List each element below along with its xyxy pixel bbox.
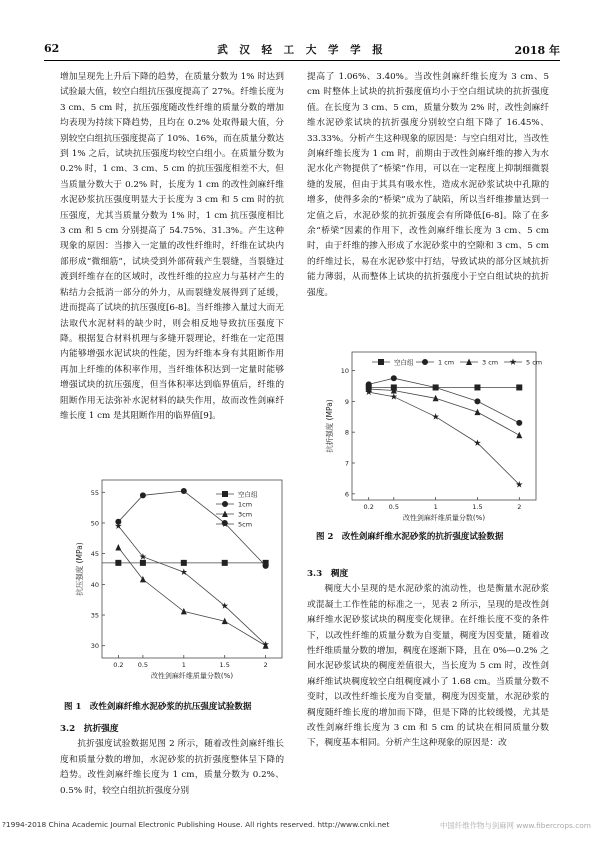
- x-tick-label: 0.2: [363, 503, 374, 511]
- x-tick-label: 1: [433, 503, 438, 511]
- data-point: [516, 384, 522, 390]
- data-point: [391, 375, 397, 381]
- x-tick-label: 0.5: [388, 503, 399, 511]
- journal-title: 武 汉 轻 工 大 学 学 报: [217, 44, 387, 56]
- data-point: [115, 544, 121, 551]
- legend-label: 空白组: [394, 358, 414, 367]
- left-column-top: [60, 70, 284, 424]
- section-heading-3-2: 3.2 抗折强度: [60, 724, 119, 734]
- legend-label: 3 cm: [482, 358, 499, 367]
- x-tick-label: 1.5: [472, 503, 483, 511]
- data-point: [474, 384, 480, 390]
- paragraph: 增加呈现先上升后下降的趋势，在质量分数为 1% 时达到试验最大值，较空白组抗压强度提高了 27%。纤维长度为 3 cm、5 cm 时，抗压强度随改性纤维的质量分数的增加均表现为持续下降趋势，且均在 0.2% 处取得最大值，分别较空白组抗压强度提高了 10%、16%，而在质量分数达到 1% 之后，试块抗压强度均较空白组小。在质量分数为 0.2% 时，1 cm、3 cm、5 cm 的抗压强度相差不大，但当质量分数大于 0.2% 时，长度为 1 cm 的改性剑麻纤维水泥砂浆抗压强度明显大于长度为 3 cm 和 5 cm 时的抗压强度，尤其当质量分数为 1% 时，1 cm 抗压强度相比 3 cm 和 5 cm 分别提高了 54.75%、31.3%。产生这种现象的原因：当掺入一定量的改性纤维时，纤维在试块内部形成“微细筋”，试块受到外部荷载产生裂缝，当裂缝过渡到纤维存在的区域时，改性纤维的拉应力与基材产生的粘结力会抵消一部分的外力，从而裂缝发展得到了延缓，进而提高了试块的抗压强度[6-8]。当纤维掺入量过大而无法取代水泥材料的缺少时，则会相反地导致抗压强度下降。根据复合材料机理与多缝开裂理论，纤维在一定范围内能够增强水泥试块的性能，因为纤维本身有其阻断作用再加上纤维的体积率作用，当纤维体积达到一定量时能够增强试块的抗压强度，但当体积率达到临界值后，纤维的阻断作用无法弥补水泥材料的缺失作用，故而改性剑麻纤维长度 1 cm 是其阻断作用的临界值[9]。: [60, 72, 284, 421]
- paragraph: 提高了 1.06%、3.40%。当改性剑麻纤维长度为 3 cm、5 cm 时整体上试块的抗折强度值均小于空白组试块的抗折强度值。在长度为 3 cm、5 cm，质量分数为 2% 时，改性剑麻纤维水泥砂浆试块的抗折强度分别较空白组下降了 16.45%、33.33%。分析产生这种现象的原因是：与空白组对比，当改性剑麻纤维长度为 1 cm 时，前期由于改性剑麻纤维的掺入为水泥水化产物提供了“桥梁”作用，可以在一定程度上抑制细微裂缝的发展，但由于其具有吸水性，造成水泥砂浆试块中孔隙的增多，使得多余的“桥梁”成为了缺陷，所以当纤维掺量达到一定值之后，水泥砂浆的抗折强度会有所降低[6-8]。除了在多余“桥梁”因素的作用下，改性剑麻纤维长度为 3 cm、5 cm 时，由于纤维的掺入形成了水泥砂浆中的空隙和 3 cm、5 cm 的纤维过长，易在水泥砂浆中打结，导致试块的部分区域抗折能力薄弱，从而整体上试块的抗折强度小于空白组试块的抗折强度。: [307, 72, 549, 298]
- paragraph: 抗折强度试验数据见图 2 所示，随着改性剑麻纤维长度和质量分数的增加，水泥砂浆的抗折强度整体呈下降的趋势。改性剑麻纤维长度为 1 cm，质量分数为 0.2%、0.5% 时，较空白组抗折强度分别: [60, 739, 284, 796]
- y-axis-label: 抗压强度 (MPa): [75, 542, 84, 596]
- plot-frame: [102, 480, 282, 658]
- legend-label: 空白组: [238, 490, 258, 499]
- x-axis-label: 改性剑麻纤维质量分数(%): [402, 514, 486, 522]
- header-rule: [44, 60, 560, 61]
- y-tick-label: 7: [344, 459, 349, 468]
- figure-2-caption: 图 2 改性剑麻纤维水泥砂浆的抗折强度试验数据: [316, 532, 504, 542]
- y-tick-label: 9: [344, 397, 349, 406]
- x-tick-label: 1: [181, 661, 186, 669]
- data-point: [474, 409, 480, 416]
- y-tick-label: 50: [90, 519, 99, 528]
- y-tick-label: 6: [344, 490, 349, 499]
- copyright-notice: ?1994-2018 China Academic Journal Electronic Publishing House. All rights reserved. http://www.cnki.net: [2, 820, 390, 829]
- y-tick-label: 45: [90, 550, 99, 559]
- paragraph: 稠度大小呈现的是水泥砂浆的流动性，也是衡量水泥砂浆或混凝土工作性能的标准之一，见表 2 所示，呈现的是改性剑麻纤维水泥砂浆试块的稠度变化规律。在纤维长度不变的条件下，以改性纤维的质量分数为自变量，稠度为因变量，随着改性纤维质量分数的增加，稠度在逐渐下降，且在 0%—0.2% 之间水泥砂浆试块的稠度差值很大，当长度为 5 cm 时，改性剑麻纤维试块稠度较空白组稠度减小了 1.68 cm。当质量分数不变时，以改性纤维长度为自变量，稠度为因变量，水泥砂浆的稠度随纤维长度的增加而下降，但是下降的比较缓慢，尤其是改性剑麻纤维长度为 3 cm 和 5 cm 的试块在相同质量分数下，稠度基本相同。分析产生这种现象的原因是：改: [307, 584, 549, 749]
- section-heading-3-3: 3.3 稠度: [307, 569, 349, 579]
- y-tick-label: 35: [90, 611, 99, 620]
- legend-label: 1cm: [238, 500, 253, 509]
- data-point: [181, 608, 187, 615]
- figure-2-flexural-strength-chart: [310, 340, 546, 530]
- page-header: [44, 42, 560, 58]
- right-column-bottom: [307, 565, 549, 752]
- x-tick-label: 1.5: [219, 661, 230, 669]
- data-point: [474, 398, 480, 404]
- data-point: [516, 432, 522, 439]
- data-point: [140, 560, 146, 566]
- x-tick-label: 0.2: [113, 661, 124, 669]
- year: 2018 年: [514, 44, 560, 57]
- data-point: [263, 563, 269, 569]
- x-tick-label: 2: [263, 661, 268, 669]
- x-tick-label: 2: [517, 503, 522, 511]
- figure-1-caption: 图 1 改性剑麻纤维水泥砂浆的抗压强度试验数据: [64, 702, 252, 712]
- figure-1-compressive-strength-chart: [60, 468, 292, 698]
- series-line: [118, 526, 265, 645]
- data-point: [516, 420, 522, 426]
- y-tick-label: 55: [90, 488, 99, 497]
- data-point: [433, 384, 439, 390]
- y-tick-label: 40: [90, 580, 99, 589]
- data-point: [115, 560, 121, 566]
- series-line: [369, 392, 520, 485]
- x-axis-label: 改性剑麻纤维质量分数(%): [150, 672, 234, 680]
- watermark: 中国纤维作物与剑麻网 www.fibercrops.com: [440, 821, 591, 830]
- data-point: [222, 560, 228, 566]
- legend-label: 1 cm: [438, 358, 455, 367]
- data-point: [181, 488, 187, 494]
- data-point: [181, 560, 187, 566]
- left-column-bottom: [60, 720, 284, 799]
- legend-marker: [378, 359, 384, 365]
- legend-marker: [222, 491, 228, 497]
- y-axis-label: 抗折强度 (MPa): [325, 399, 334, 453]
- y-tick-label: 10: [340, 367, 349, 375]
- y-tick-label: 30: [90, 642, 99, 651]
- legend-marker: [222, 501, 228, 507]
- y-tick-label: 8: [344, 428, 349, 437]
- legend-label: 5 cm: [526, 358, 543, 367]
- legend-label: 5cm: [238, 520, 253, 529]
- page-number: 62: [44, 42, 60, 55]
- right-column-top: [307, 70, 549, 301]
- legend-marker: [422, 359, 428, 365]
- x-tick-label: 0.5: [137, 661, 149, 669]
- legend-label: 3cm: [238, 510, 253, 519]
- plot-frame: [352, 352, 536, 500]
- data-point: [140, 492, 146, 498]
